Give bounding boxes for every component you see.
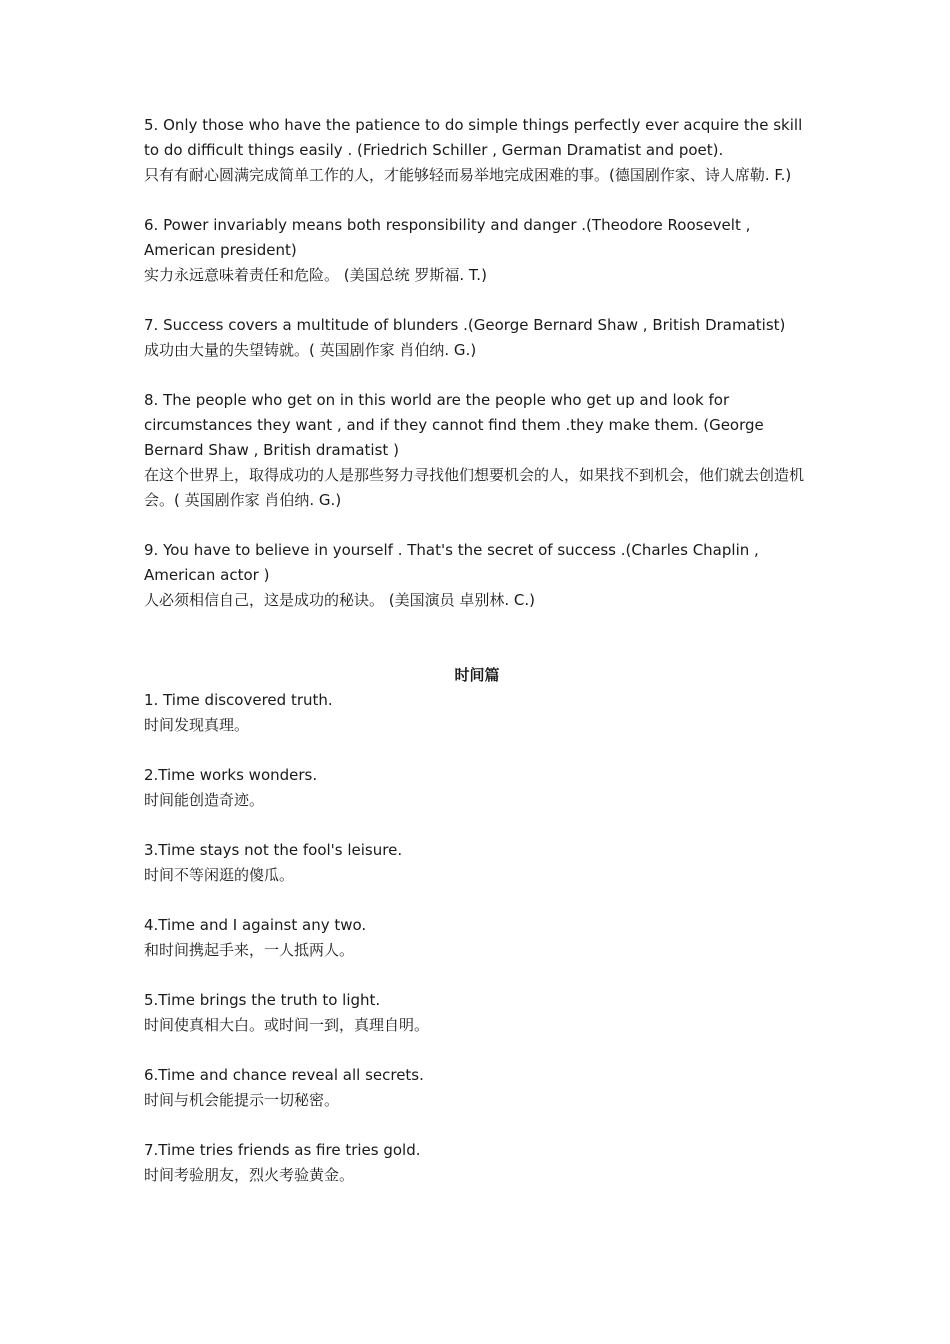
quote-english: 7.Time tries friends as fire tries gold. [144, 1141, 421, 1159]
quote-chinese: 时间使真相大白。或时间一到，真理自明。 [144, 1016, 430, 1034]
quote-english: 5.Time brings the truth to light. [144, 991, 381, 1009]
time-quote-3 [144, 838, 810, 888]
quote-chinese: 时间能创造奇迹。 [144, 791, 265, 809]
time-quote-6 [144, 1063, 810, 1113]
quote-english: 1. Time discovered truth. [144, 691, 333, 709]
quote-english: 8. The people who get on in this world are the people who get up and look for circumstances they want , and if they cannot find them .they make them. (George Bernard Shaw , British dramatist ) [144, 391, 764, 459]
time-quote-7 [144, 1138, 810, 1188]
success-quote-5 [144, 113, 810, 188]
quote-chinese: 时间考验朋友，烈火考验黄金。 [144, 1166, 355, 1184]
time-quote-2 [144, 763, 810, 813]
quote-english: 3.Time stays not the fool's leisure. [144, 841, 403, 859]
quote-chinese: 时间发现真理。 [144, 716, 250, 734]
quote-english: 5. Only those who have the patience to do simple things perfectly ever acquire the skill to do difficult things easily . (Friedrich Schiller , German Dramatist and poet). [144, 116, 803, 159]
quote-chinese: 时间与机会能提示一切秘密。 [144, 1091, 340, 1109]
success-quote-8 [144, 388, 810, 513]
quote-chinese: 时间不等闲逛的傻瓜。 [144, 866, 295, 884]
document-page [144, 113, 810, 1188]
quote-english: 6.Time and chance reveal all secrets. [144, 1066, 424, 1084]
time-quote-1 [144, 688, 810, 738]
quote-chinese: 实力永远意味着责任和危险。 (美国总统 罗斯福. T.) [144, 266, 487, 284]
quote-chinese: 和时间携起手来，一人抵两人。 [144, 941, 355, 959]
quote-chinese: 成功由大量的失望铸就。( 英国剧作家 肖伯纳. G.) [144, 341, 477, 359]
quote-english: 9. You have to believe in yourself . That's the secret of success .(Charles Chaplin , American actor ) [144, 541, 759, 584]
success-quote-6 [144, 213, 810, 288]
quote-english: 6. Power invariably means both responsibility and danger .(Theodore Roosevelt , American president) [144, 216, 751, 259]
success-quote-7 [144, 313, 810, 363]
time-quote-5 [144, 988, 810, 1038]
quote-chinese: 人必须相信自己，这是成功的秘诀。 (美国演员 卓别林. C.) [144, 591, 536, 609]
quote-english: 7. Success covers a multitude of blunders .(George Bernard Shaw , British Dramatist) [144, 316, 786, 334]
quote-chinese: 在这个世界上，取得成功的人是那些努力寻找他们想要机会的人，如果找不到机会，他们就去创造机会。( 英国剧作家 肖伯纳. G.) [144, 466, 805, 509]
quote-chinese: 只有有耐心圆满完成简单工作的人，才能够轻而易举地完成困难的事。(德国剧作家、诗人席勒. F.) [144, 166, 792, 184]
success-quote-9 [144, 538, 810, 613]
time-quote-4 [144, 913, 810, 963]
quote-english: 2.Time works wonders. [144, 766, 318, 784]
section-title-time: 时间篇 [454, 666, 500, 684]
quote-english: 4.Time and I against any two. [144, 916, 367, 934]
